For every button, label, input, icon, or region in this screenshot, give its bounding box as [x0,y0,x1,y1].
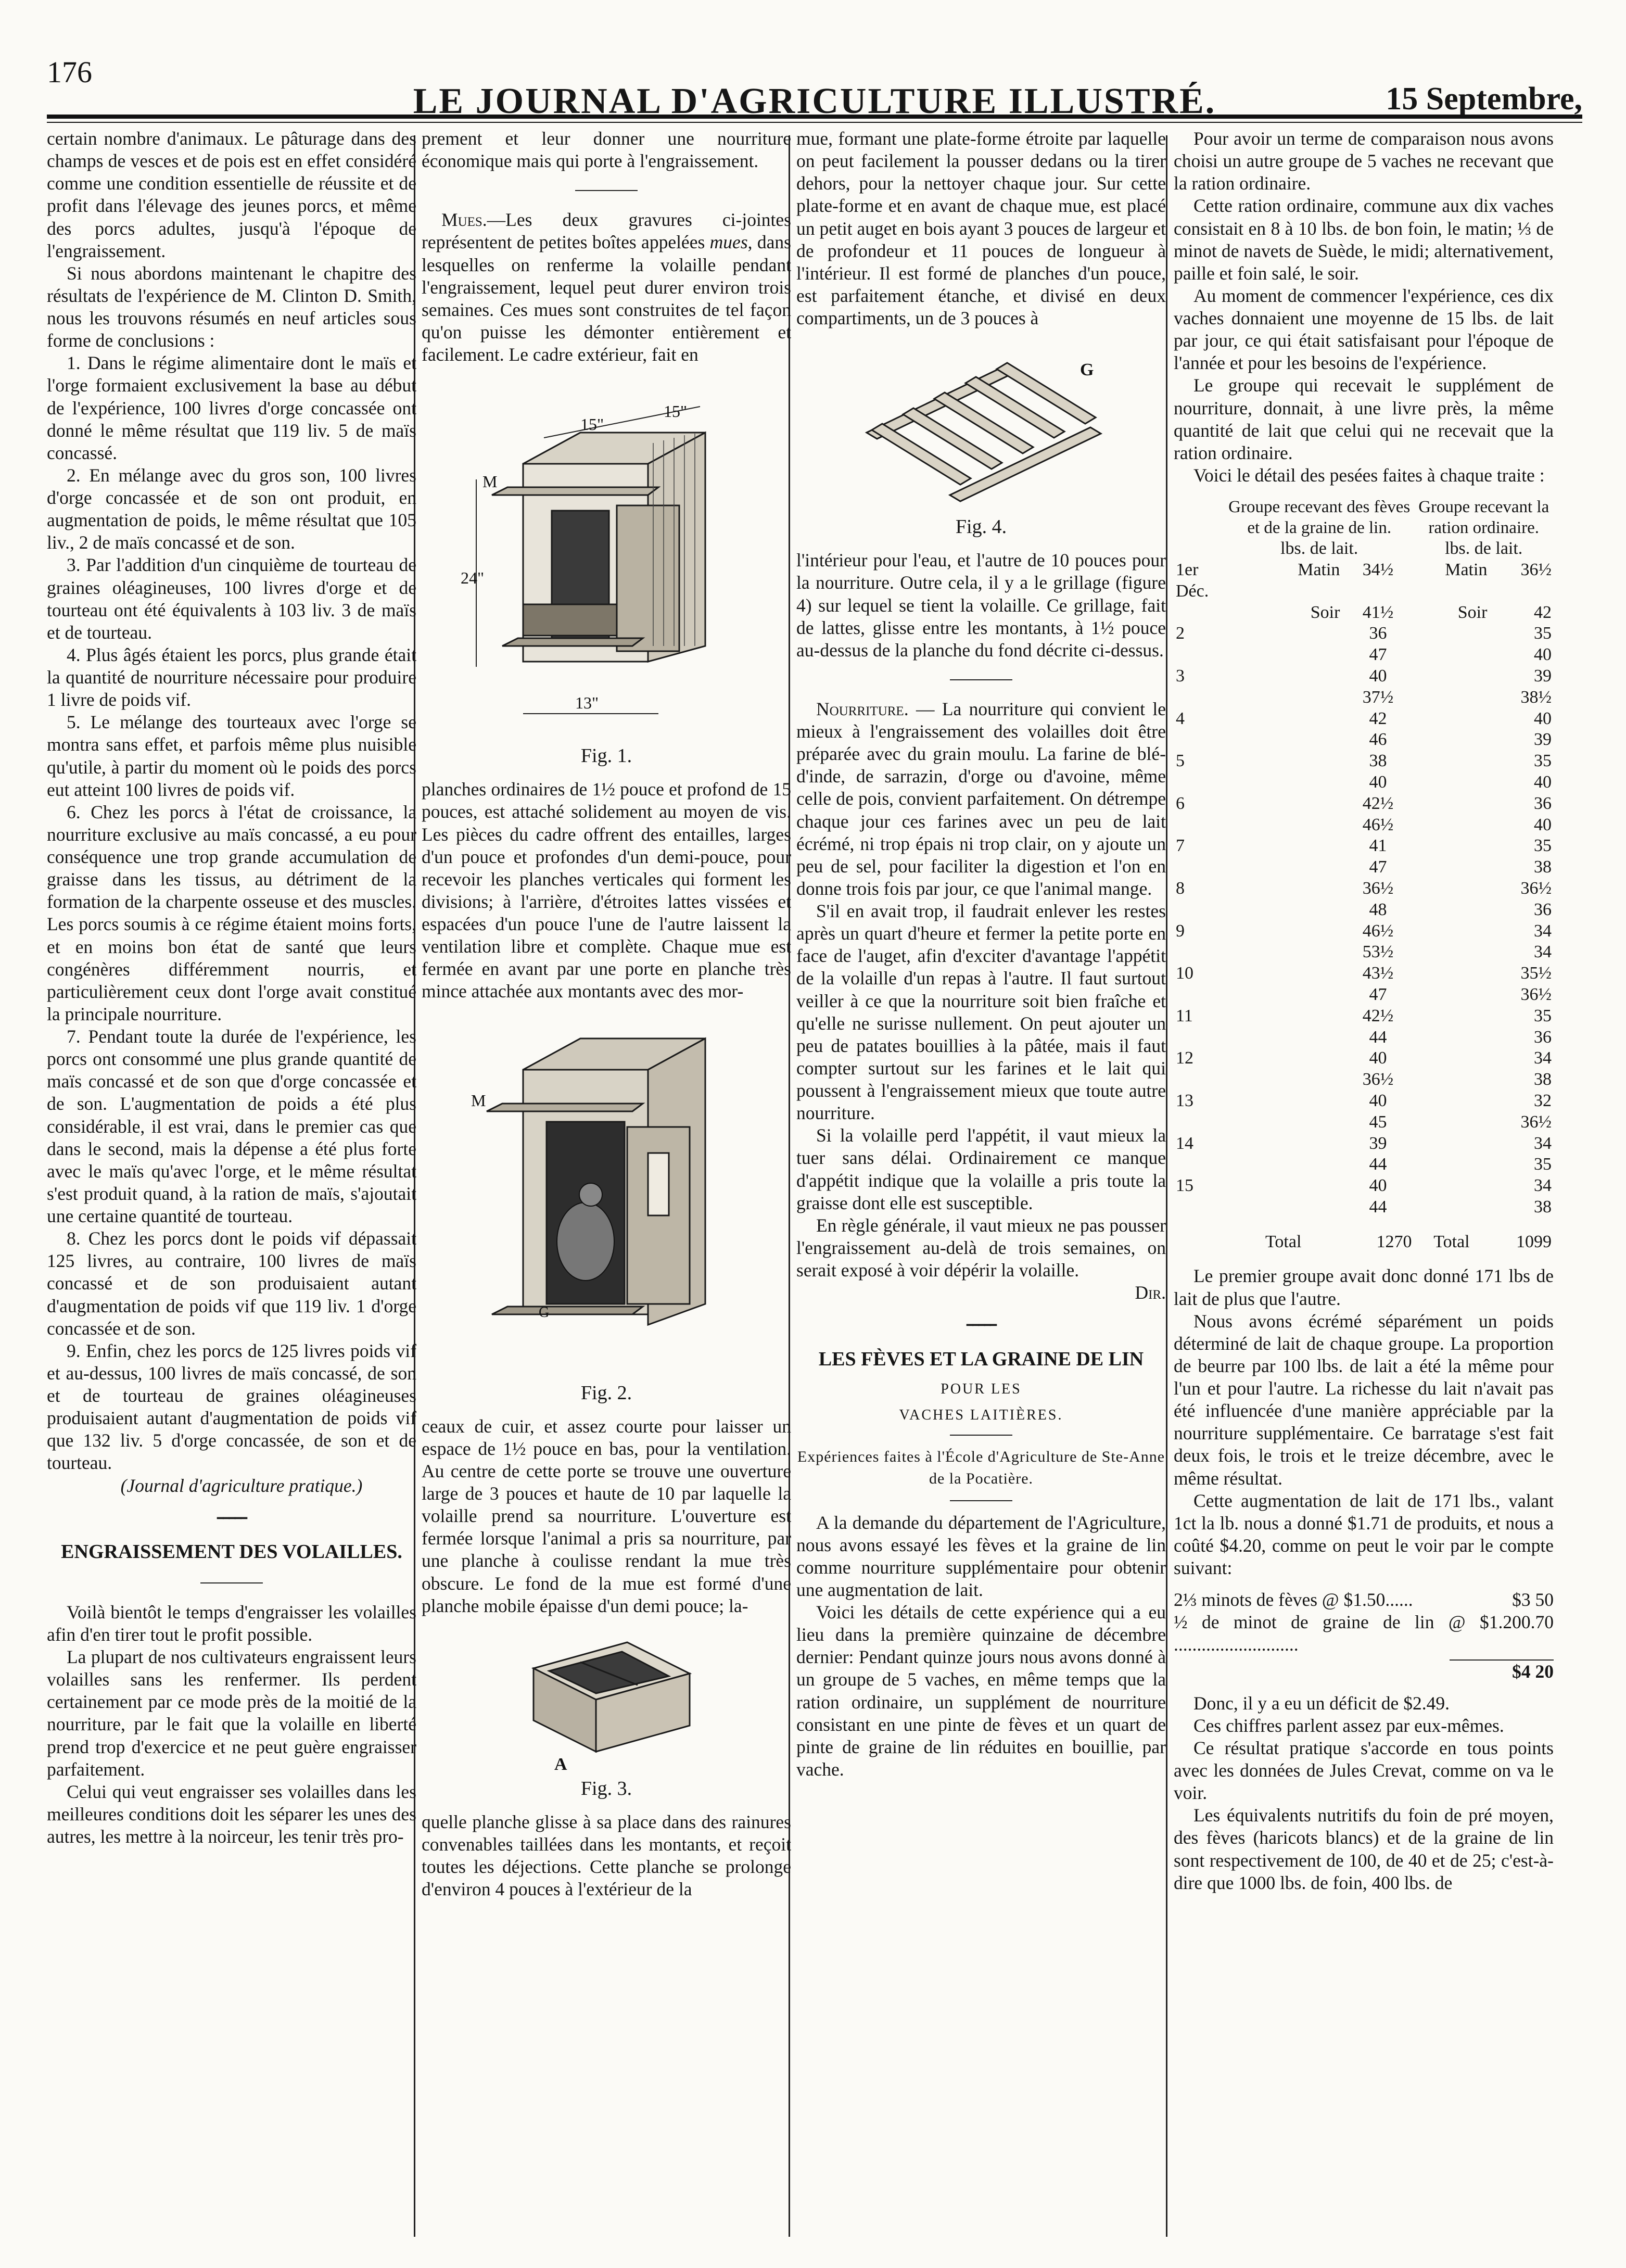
separator [950,1500,1012,1501]
milking-label [1414,772,1489,793]
milking-label [1225,751,1342,772]
milking-label [1225,1027,1342,1048]
milking-label [1414,1091,1489,1112]
figure-1 [422,375,791,740]
paragraph: Ce résultat pratique s'accorde en tous points avec les données de Jules Crevat, comme on va le voir. [1174,1737,1554,1804]
table-row [1174,942,1554,963]
day-label [1174,984,1225,1006]
label-a: A [554,1754,567,1772]
value-group-b: 42 [1534,602,1552,622]
milking-label [1414,899,1489,921]
figure-2 [422,1012,791,1377]
paragraph: 7. Pendant toute la durée de l'expérience, les porcs ont consommé une plus grande quantité de maïs concassé et de son que d'orge concassée et de son. L'augmentation de poids a été plus considérable, il est vrai, dans le premier cas que dans le second, mais la dépense a été plus forte avec le maïs qu'avec l'orge, et le même résultat s'est produit quand, à la ration de maïs, s'ajoutait une certaine quantité de tourteau. [47,1026,416,1226]
value-group-b: 36½ [1520,1112,1552,1132]
table-row [1174,1133,1554,1155]
table-row [1174,815,1554,836]
lead-word: Mues. [441,209,487,231]
paragraph: 2. En mélange avec du gros son, 100 livres d'orge concassée et de son ont produit, en augmentation de poids, le même résultat que 105 liv., 2 de maïs concassé et de son. [47,464,416,553]
milking-label [1414,857,1489,878]
value-group-a: 40 [1369,666,1387,686]
value-group-a: 36 [1369,624,1387,643]
value-group-b: 38 [1534,857,1552,877]
table-header: Groupe recevant des fèves et de la graine de lin. [1228,498,1411,537]
value-group-a: 48 [1369,899,1387,919]
value-group-b: 36½ [1520,560,1552,579]
table-row [1174,708,1554,730]
paragraph: mue, formant une plate-forme étroite par laquelle on peut facilement la pousser dedans ou la tirer dehors, pour la nettoyer chaque jour. Sur cette plate-forme et en avant de chaque mue, est placé un petit auget en bois ayant 3 pouces de largeur et de profondeur et 11 pouces de longueur à l'intérieur. Il est formé de planches d'un pouce, est parfaitement étanche, et divisé en deux compartiments, un de 3 pouces à [796,128,1166,328]
label-m: M [471,1091,486,1110]
issue-date: 15 Septembre, [1386,81,1582,117]
cost-row: 2⅓ minots de fèves @ $1.50...... $3 50 [1174,1589,1554,1611]
subtitle: Expériences faites à l'École d'Agriculture de Ste-Anne de la Pocatière. [797,1448,1165,1487]
figure-caption: Fig. 3. [580,1777,632,1800]
table-row [1174,623,1554,644]
label-m: M [482,472,498,491]
label-g: G [1080,360,1094,380]
dimension-label: 13" [575,693,599,713]
milking-label [1225,815,1342,836]
milking-label [1414,1175,1489,1197]
value-group-b: 36 [1534,899,1552,919]
paragraph: Cette augmentation de lait de 171 lbs., valant 1ct la lb. nous a donné $1.71 de produits, et nous a coûté $4.20, comme on peut le voir par le compte suivant: [1174,1490,1554,1579]
milking-label [1225,963,1342,984]
value-group-b: 34 [1534,1176,1552,1196]
day-label [1174,1069,1225,1091]
journal-title: LE JOURNAL D'AGRICULTURE ILLUSTRÉ. [413,81,1216,121]
milking-label [1414,942,1489,963]
milking-label [1414,1154,1489,1175]
milking-label [1225,1048,1342,1069]
day-label [1174,1154,1225,1175]
day-label [1174,1112,1225,1133]
day-label [1174,1027,1225,1048]
value-group-b: 40 [1534,815,1552,834]
value-group-b: 38½ [1520,687,1552,707]
day-label: 12 [1176,1048,1193,1068]
milking-label [1414,751,1489,772]
value-group-b: 36½ [1520,878,1552,898]
value-group-a: 44 [1369,1027,1387,1047]
day-label: 9 [1176,921,1185,941]
milking-label [1414,815,1489,836]
value-group-a: 40 [1369,1176,1387,1196]
paragraph: Pour avoir un terme de comparaison nous avons choisi un autre groupe de 5 vaches ne recevant que la ration ordinaire. [1174,128,1554,194]
milking-label: Matin [1445,560,1488,579]
paragraph: 6. Chez les porcs à l'état de croissance, la nourriture exclusive au maïs concassé, a eu pour conséquence une trop grande accumulation de graisse dans les tissus, au détriment de la formation de la charpente osseuse et des muscles. Les porcs soumis à ce régime étaient moins forts, et en moins bon état de santé que leurs congénères différemment nourris, et particulièrement ceux dont l'orge avait constitué la principale nourriture. [47,801,416,1024]
value-group-a: 42½ [1362,793,1394,813]
milking-label [1225,666,1342,687]
value-group-b: 36 [1534,793,1552,813]
milking-label [1225,984,1342,1006]
day-label: 11 [1176,1006,1193,1025]
paragraph: l'intérieur pour l'eau, et l'autre de 10 pouces pour la nourriture. Outre cela, il y a le grillage (figure 4) sur lequel se tient la volaille. Ce grillage, fait de lattes, glisse entre les montants, à 1½ pouce au-dessus de la planche du fond décrite ci-dessus. [796,550,1166,661]
coop-illustration [461,375,752,740]
milking-label [1225,644,1342,666]
table-row [1174,1175,1554,1197]
milking-label [1225,687,1342,708]
value-group-b: 40 [1534,708,1552,728]
value-group-b: 38 [1534,1070,1552,1089]
milking-label [1414,793,1489,815]
column-1 [47,128,416,2237]
total-value: 1099 [1516,1232,1552,1251]
day-label [1174,772,1225,793]
dimension-label: 15" [580,415,604,434]
day-label [1174,1197,1225,1218]
milking-label [1414,708,1489,730]
total-label: Total [1265,1232,1302,1251]
subtitle: POUR LES [941,1380,1022,1397]
milking-label [1414,1197,1489,1218]
column-4 [1174,128,1554,2237]
day-label: 7 [1176,836,1185,856]
table-row [1174,899,1554,921]
milking-label: Soir [1457,602,1488,622]
value-group-a: 47 [1369,984,1387,1004]
milking-label [1225,623,1342,644]
value-group-a: 36½ [1362,1070,1394,1089]
paragraph: S'il en avait trop, il faudrait enlever les restes après un quart d'heure et fermer la petite porte en face de l'auget, afin d'exciter d'avantage l'appétit de la volaille d'un repas à l'autre. Il faut surtout veiller à ce que la nourriture soit bien fraîche et qu'elle ne surisse nullement. On peut ajouter un peu de patates bouillies à la pâtée, mais il faut compter surtout sur les farines et le lait qui poussent à l'engraissement mieux que toute autre nourriture. [796,901,1166,1124]
value-group-b: 34 [1534,1133,1552,1153]
paragraph: 3. Par l'addition d'un cinquième de tourteau de graines oléagineuses, 100 livres d'orge et de tourteau ont été équivalents à 103 liv. 3 de maïs et de tourteau. [47,554,416,643]
day-label [1174,899,1225,921]
paragraph: En règle générale, il vaut mieux ne pas pousser l'engraissement au-delà de trois semaines, on serait exposé à voir dépérir la volaille. [796,1214,1166,1281]
paragraph: 8. Chez les porcs dont le poids vif dépassait 125 livres, au contraire, 100 livres de maïs concassé et de son produisaient autant d'augmentation de poids vif que 119 liv. 1 d'orge concassée et de son. [47,1228,416,1339]
separator [950,1435,1012,1436]
table-row [1174,644,1554,666]
value-group-b: 39 [1534,730,1552,750]
table-row [1174,1048,1554,1069]
value-group-b: 35½ [1520,964,1552,983]
header-rule-thin [47,122,1582,123]
figure-caption: Fig. 4. [955,516,1007,538]
day-label: 13 [1176,1091,1193,1110]
value-group-a: 47 [1369,645,1387,665]
milking-label [1414,1048,1489,1069]
lead-word: Nourriture. [816,698,909,719]
table-row [1174,857,1554,878]
milking-label [1225,772,1342,793]
paragraph: Nourriture. — La nourriture qui convient le mieux à l'engraissement des volailles doit être préparée avec du grain moulu. La farine de blé-d'inde, de sarrazin, d'orge ou d'avoine, même celle de pois, convient parfaitement. On détrempe chaque jour ces farines avec un peu de lait écrémé, ni trop épais ni trop clair, on y ajoute un peu de sel, pour faciliter la digestion et l'on en donne trois fois par jour, ce que l'animal mange. [796,698,1166,899]
dimension-label: 24" [461,568,485,588]
total-value: 1270 [1376,1232,1412,1251]
subtitle: VACHES LAITIÈRES. [899,1407,1063,1423]
milking-label [1225,921,1342,942]
day-label [1174,729,1225,751]
value-group-b: 35 [1534,751,1552,771]
milking-label [1225,708,1342,730]
table-row [1174,1197,1554,1218]
value-group-a: 40 [1369,772,1387,792]
dimension-label: 15" [664,402,688,421]
cost-total: $4 20 [1450,1659,1554,1683]
milking-label [1414,1112,1489,1133]
milking-label [1414,984,1489,1006]
page-number: 176 [47,55,92,89]
milking-label [1225,857,1342,878]
table-row [1174,984,1554,1006]
header-rule [47,115,1582,119]
table-header: Groupe recevant la ration ordinaire. [1418,498,1549,537]
signature: Dir. [1135,1282,1166,1303]
figure-4 [796,339,1166,511]
separator [200,1582,263,1583]
milking-label [1414,1027,1489,1048]
milking-label [1225,1133,1342,1155]
value-group-b: 34 [1534,942,1552,962]
table-row [1174,560,1554,602]
day-label: 4 [1176,708,1185,728]
day-label [1174,942,1225,963]
value-group-a: 47 [1369,857,1387,877]
paragraph: Le premier groupe avait donc donné 171 lbs de lait de plus que l'autre. [1174,1265,1554,1309]
figure-3 [422,1627,791,1772]
value-group-a: 46 [1369,730,1387,750]
value-group-a: 40 [1369,1048,1387,1068]
table-row [1174,1069,1554,1091]
table-row [1174,1154,1554,1175]
paragraph: La plupart de nos cultivateurs engraissent leurs volailles sans les renfermer. Ils perdent certainement par ce mode près de la moitié de la nourriture, par le fait que la volaille en liberté prend trop d'exercice et ne peut guère engraisser parfaitement. [47,1646,416,1780]
paragraph: Le groupe qui recevait le supplément de nourriture, donnait, à une livre près, la même quantité de lait que celui qui ne recevait que la ration ordinaire. [1174,375,1554,463]
value-group-b: 32 [1534,1091,1552,1110]
day-label [1174,644,1225,666]
day-label: 8 [1176,878,1185,898]
milking-label [1225,1197,1342,1218]
paragraph: 5. Le mélange des tourteaux avec l'orge se montra sans effet, et parfois même plus nuisible qu'utile, à partir du moment où le poids des porcs eut atteint 100 livres de poids vif. [47,712,416,800]
value-group-a: 36½ [1362,878,1394,898]
milking-label: Soir [1310,602,1340,622]
page-header [47,49,1582,121]
day-label: 5 [1176,751,1185,771]
paragraph: Mues.—Les deux gravures ci-jointes représentent de petites boîtes appelées mues, dans lesquelles on renferme la volaille pendant l'engraissement, lequel peut durer environ trois semaines. Ces mues sont construites de tel façon qu'on puisse les démonter entièrement et facilement. Le cadre extérieur, fait en [422,209,791,365]
paragraph: Voilà bientôt le temps d'engraisser les volailles afin d'en tirer tout le profit possible. [47,1601,416,1645]
paragraph: Les équivalents nutritifs du foin de pré moyen, des fèves (haricots blancs) et de la graine de lin sont respectivement de 100, de 40 et de 25; c'est-à-dire que 1000 lbs. de foin, 400 lbs. de [1174,1805,1554,1893]
day-label: 14 [1176,1133,1193,1153]
milking-label [1225,1112,1342,1133]
day-label: 3 [1176,666,1185,686]
paragraph: Celui qui veut engraisser ses volailles dans les meilleures conditions doit les séparer les unes des autres, les mettre à la noirceur, les tenir très pro- [47,1781,416,1847]
paragraph: 9. Enfin, chez les porcs de 125 livres poids vif et au-dessus, 100 livres de maïs concassé, de son et de tourteau de graines oléagineuses produisaient autant d'augmentation de poids vif que 132 liv. 5 d'orge concassée, de son et de tourteau. [47,1340,416,1474]
milking-label [1225,899,1342,921]
milking-label [1225,1154,1342,1175]
separator [575,190,638,191]
paragraph: planches ordinaires de 1½ pouce et profond de 15 pouces, est attaché solidement au moyen de vis. Les pièces du cadre offrent des entailles, larges d'un pouce et profondes d'un demi-pouce, pour recevoir les planches verticales qui forment les divisions; à l'arrière, d'étroites lattes vissées et espacées d'un pouce l'une de l'autre laissent la ventilation libre et complète. Chaque mue est fermée en avant par une porte en planche très mince attachée aux montants avec des mor- [422,779,791,1002]
table-row [1174,666,1554,687]
paragraph: prement et leur donner une nourriture économique mais qui porte à l'engraissement. [422,128,791,172]
table-row [1174,602,1554,624]
day-label [1174,602,1225,624]
cost-row: ½ de minot de graine de lin @ $1.20 ........................... 0.70 [1174,1612,1554,1655]
column-rule [1166,135,1167,2237]
grid-illustration [835,339,1127,511]
unit-label: lbs. de lait. [1280,539,1358,559]
paragraph: Cette ration ordinaire, commune aux dix vaches consistait en 8 à 10 lbs. de bon foin, le matin; ⅓ de minot de navets de Suède, le midi; alternativement, paille et foin salé, le soir. [1174,195,1554,284]
value-group-a: 44 [1369,1155,1387,1174]
value-group-a: 41 [1369,836,1387,856]
milking-label [1225,1006,1342,1027]
value-group-b: 35 [1534,1006,1552,1025]
value-group-a: 38 [1369,751,1387,771]
milking-label [1225,793,1342,815]
table-row [1174,878,1554,899]
milking-label [1414,835,1489,857]
milking-label [1414,878,1489,899]
paragraph: ceaux de cuir, et assez courte pour laisser un espace de 1½ pouce en bas, pour la ventilation. Au centre de cette porte se trouve une ouverture large de 3 pouces et haute de 10 par laquelle la volaille prend sa nourriture. L'ouverture est fermée lorsque l'animal a pris sa nourriture, par une planche à coulisse rendant la mue très obscure. Le fond de la mue est formé d'une planche mobile épaisse d'un demi pouce; la- [422,1415,791,1616]
value-group-a: 43½ [1362,964,1394,983]
day-label [1174,857,1225,878]
figure-caption: Fig. 1. [580,745,632,767]
column-3 [796,128,1166,2237]
table-row [1174,963,1554,984]
table-row [1174,1027,1554,1048]
value-group-a: 39 [1369,1133,1387,1153]
paragraph: A la demande du département de l'Agriculture, nous avons essayé les fèves et la graine de lin comme nourriture supplémentaire pour obtenir une augmentation de lait. [796,1512,1166,1600]
separator: ━━━━━ [217,1511,247,1525]
milking-label [1225,1175,1342,1197]
value-group-a: 40 [1369,1091,1387,1110]
paragraph: quelle planche glisse à sa place dans des rainures convenables taillées dans les montants, et reçoit toutes les déjections. Cette planche se prolonge d'environ 4 pouces à l'extérieur de la [422,1811,791,1900]
value-group-b: 35 [1534,836,1552,856]
figure-caption: Fig. 2. [580,1382,632,1404]
milking-label [1225,729,1342,751]
value-group-a: 46½ [1362,815,1394,834]
coop-illustration [461,1012,752,1377]
unit-label: lbs. de lait. [1445,539,1523,559]
day-label: 10 [1176,964,1193,983]
milking-label [1414,666,1489,687]
table-row [1174,772,1554,793]
label-g: G [539,1304,550,1321]
value-group-a: 42 [1369,708,1387,728]
paragraph: Nous avons écrémé séparément un poids déterminé de lait de chaque groupe. La proportion de beurre par 100 lbs. de lait a été la même pour l'un et pour l'autre. La richesse du lait n'avait pas été influencée d'une manière appréciable par la nourriture supplémentaire. Ce barratage s'est fait deux fois, le trois et le treize décembre, avec le même résultat. [1174,1310,1554,1489]
milking-label [1414,921,1489,942]
paragraph: 1. Dans le régime alimentaire dont le maïs et l'orge formaient exclusivement la base au début de l'expérience, 100 livres d'orge concassée ont donné le même résultat que 119 liv. 5 de maïs concassé. [47,352,416,463]
day-label: 15 [1176,1176,1193,1196]
value-group-b: 36½ [1520,984,1552,1004]
milking-label [1414,687,1489,708]
section-title: LES FÈVES ET LA GRAINE DE LIN [818,1348,1144,1370]
milking-label [1414,1069,1489,1091]
milking-label: Matin [1298,560,1340,579]
paragraph: Ces chiffres parlent assez par eux-mêmes. [1193,1715,1504,1736]
paragraph: Voici le détail des pesées faites à chaque traite : [1193,464,1545,486]
milking-label [1414,1006,1489,1027]
paragraph: Voici les détails de cette expérience qui a eu lieu dans la première quinzaine de décembre dernier: Pendant quinze jours nous avons donné à un groupe de 5 vaches, en même temps que la ration ordinaire, un supplément de nourriture consistant en une pinte de fèves et un quart de pinte de graine de lin réduites en bouillie, par vache. [796,1602,1166,1780]
table-row [1174,835,1554,857]
milking-label [1414,623,1489,644]
table-row [1174,1112,1554,1133]
milking-label [1414,963,1489,984]
source-credit: (Journal d'agriculture pratique.) [120,1475,363,1496]
day-label [1174,815,1225,836]
table-row [1174,729,1554,751]
table-row [1174,1091,1554,1112]
value-group-a: 45 [1369,1112,1387,1132]
column-2 [422,128,791,2237]
table-row [1174,687,1554,708]
total-label: Total [1433,1232,1470,1251]
trough-illustration [502,1627,710,1772]
value-group-b: 38 [1534,1197,1552,1217]
value-group-b: 35 [1534,624,1552,643]
value-group-a: 34½ [1362,560,1394,579]
day-label: 1er Déc. [1176,560,1209,601]
milking-label [1414,644,1489,666]
day-label: 2 [1176,624,1185,643]
value-group-a: 41½ [1362,602,1394,622]
value-group-b: 40 [1534,645,1552,665]
value-group-a: 37½ [1362,687,1394,707]
value-group-b: 40 [1534,772,1552,792]
paragraph: Si nous abordons maintenant le chapitre des résultats de l'expérience de M. Clinton D. Smith, nous les trouvons résumés en neuf articles sous forme de conclusions : [47,262,416,351]
milking-label [1225,1069,1342,1091]
table-row [1174,751,1554,772]
milking-label [1225,835,1342,857]
day-label: 6 [1176,793,1185,813]
value-group-b: 34 [1534,921,1552,941]
paragraph: certain nombre d'animaux. Le pâturage dans des champs de vesces et de pois est en effet considéré comme une condition essentielle de réussite et de profit dans l'élevage des jeunes porcs, et même des porcs adultes, jusqu'à l'époque de l'engraissement. [47,128,416,261]
milking-label [1414,729,1489,751]
table-row [1174,921,1554,942]
milking-label [1225,878,1342,899]
milking-label [1414,1133,1489,1155]
table-row [1174,1006,1554,1027]
value-group-b: 35 [1534,1155,1552,1174]
day-label [1174,687,1225,708]
section-title: ENGRAISSEMENT DES VOLAILLES. [61,1541,402,1563]
value-group-b: 34 [1534,1048,1552,1068]
paragraph: 4. Plus âgés étaient les porcs, plus grande était la quantité de nourriture nécessaire pour produire 1 livre de poids vif. [47,644,416,711]
separator: ━━━━━ [966,1319,996,1332]
milk-table [1174,497,1554,1252]
separator [950,679,1012,680]
paragraph: Donc, il y a eu un déficit de $2.49. [1193,1692,1450,1714]
value-group-a: 42½ [1362,1006,1394,1025]
paragraph: Au moment de commencer l'expérience, ces dix vaches donnaient une moyenne de 15 lbs. de lait par jour, ce qui était satisfaisant pour l'époque de l'année et pour les besoins de l'expérience. [1174,285,1554,374]
value-group-b: 36 [1534,1027,1552,1047]
milking-label [1225,1091,1342,1112]
value-group-b: 39 [1534,666,1552,686]
value-group-a: 44 [1369,1197,1387,1217]
table-row [1174,793,1554,815]
value-group-a: 46½ [1362,921,1394,941]
paragraph: Si la volaille perd l'appétit, il vaut mieux la tuer sans délai. Ordinairement ce manque d'appétit indique que la volaille a pris toute la graisse dont elle est susceptible. [796,1125,1166,1213]
value-group-a: 53½ [1362,942,1394,962]
milking-label [1225,942,1342,963]
